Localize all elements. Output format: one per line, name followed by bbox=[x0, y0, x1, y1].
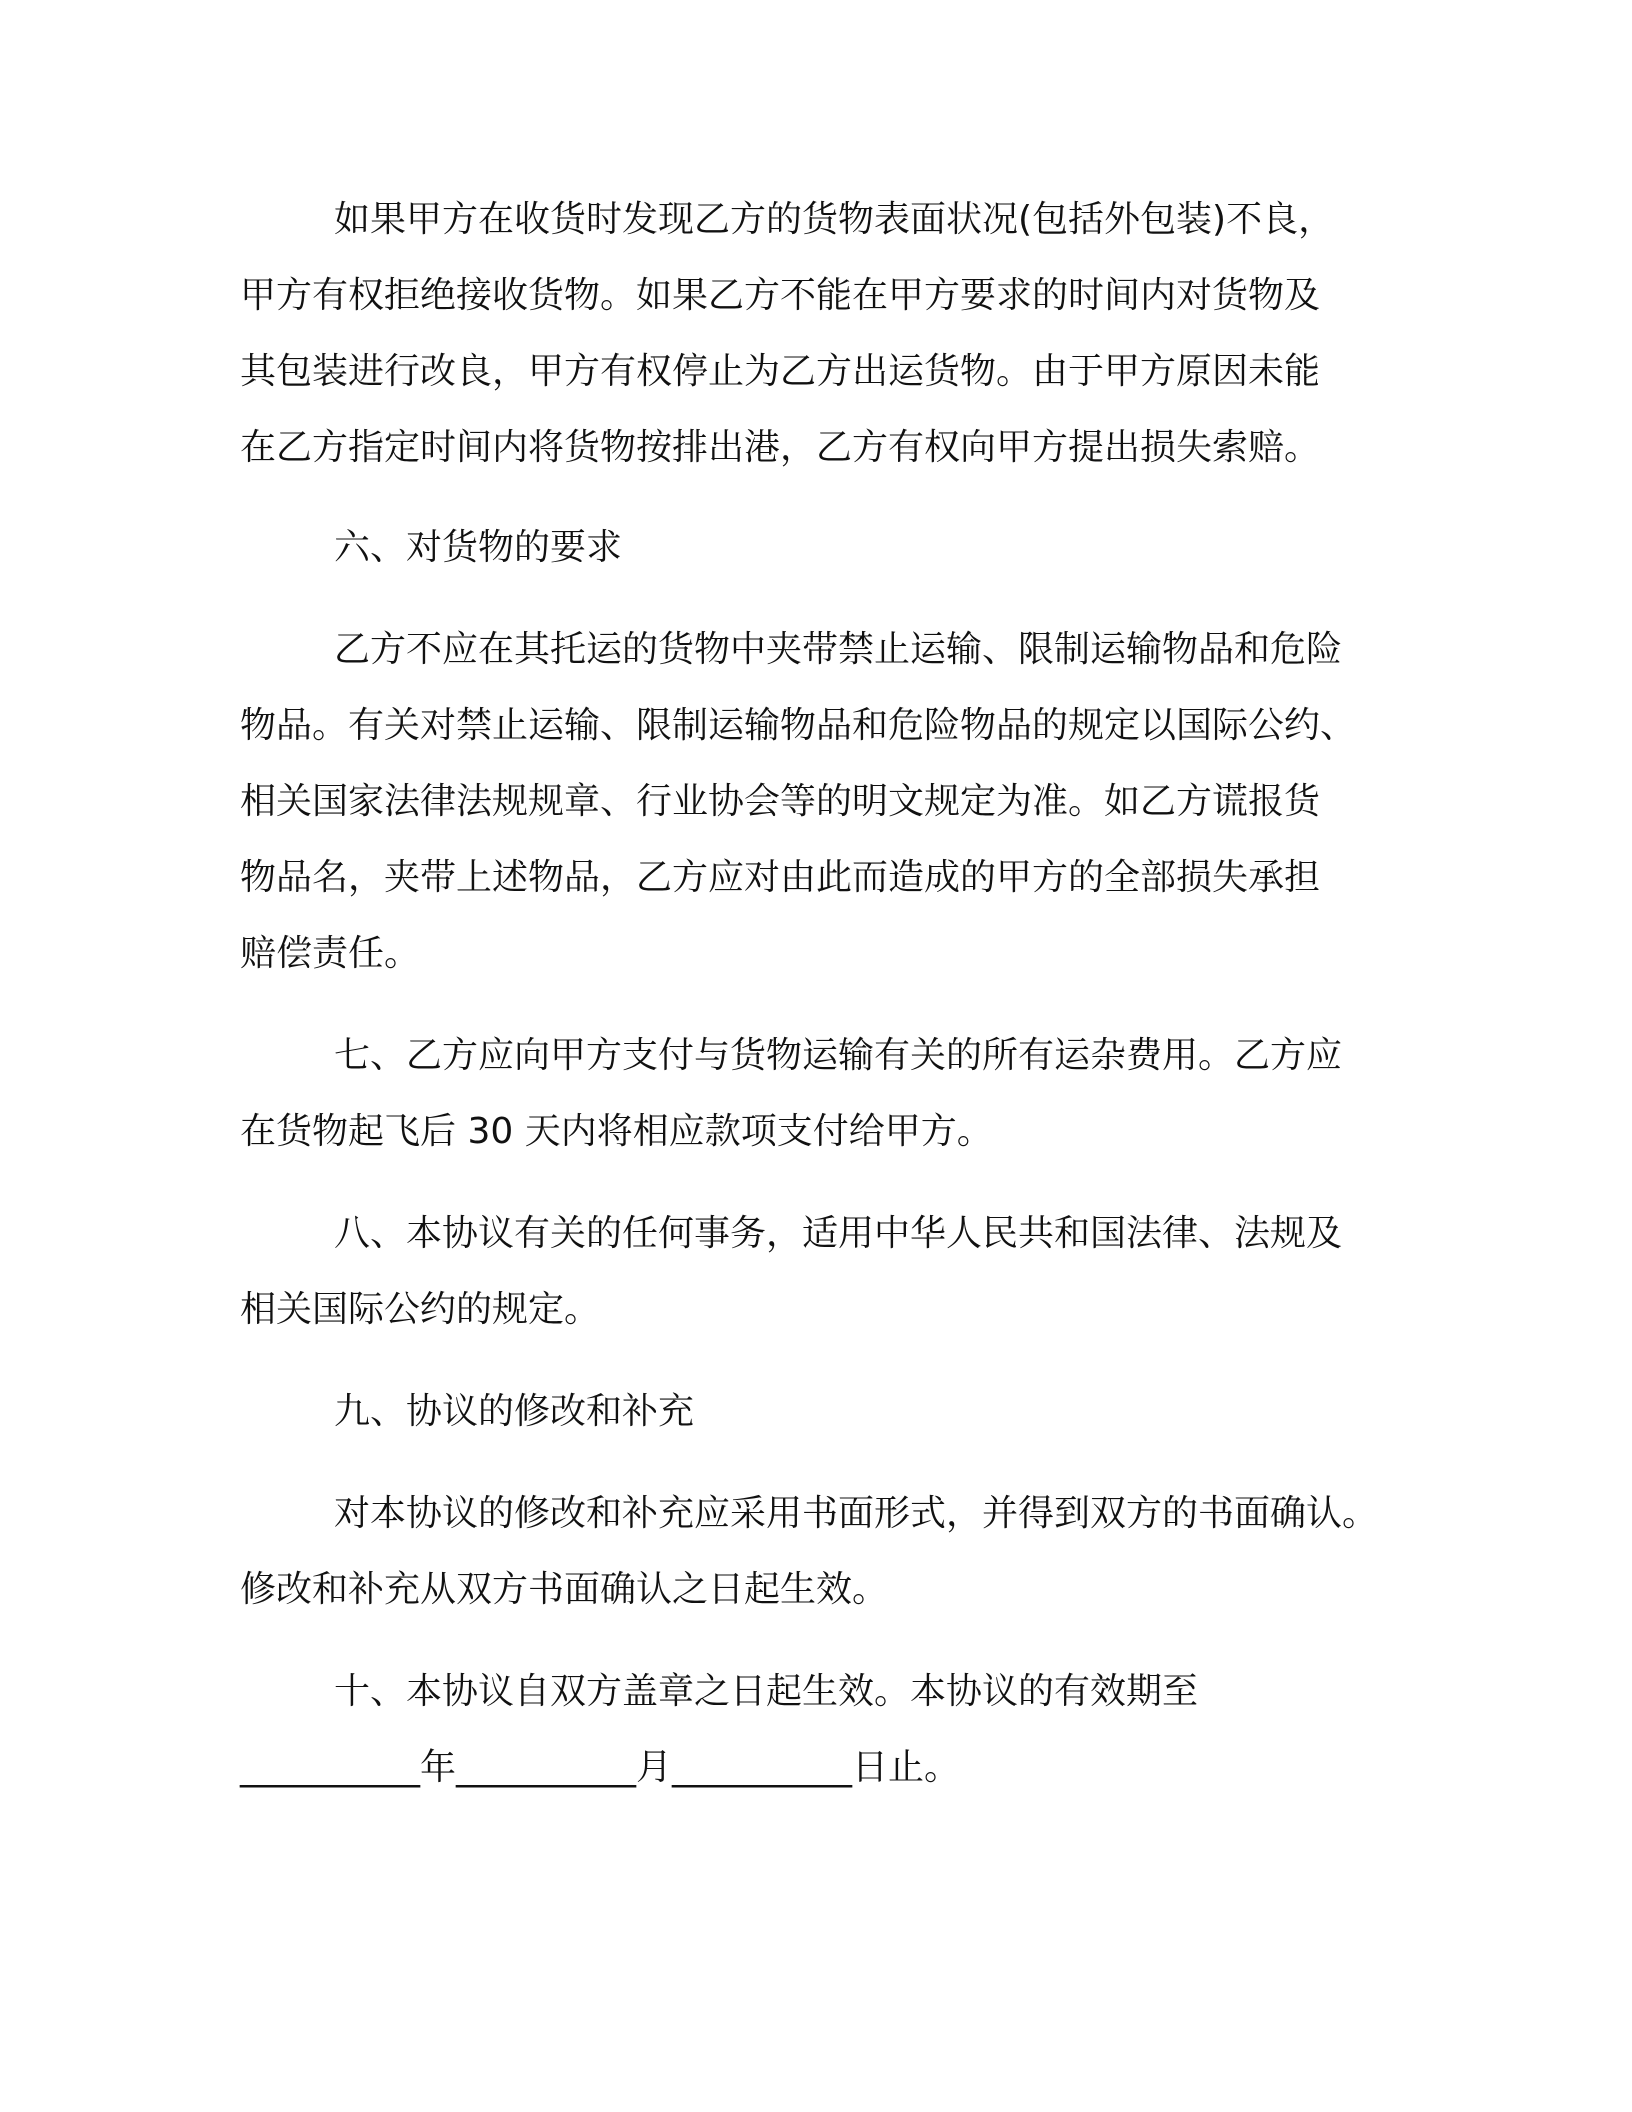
paragraph-line: 七、乙方应向甲方支付与货物运输有关的所有运杂费用。乙方应 bbox=[334, 1035, 1343, 1076]
paragraph-line: 修改和补充从双方书面确认之日起生效。 bbox=[240, 1569, 889, 1610]
paragraph-line: 相关国家法律法规规章、行业协会等的明文规定为准。如乙方谎报货 bbox=[240, 781, 1321, 822]
paragraph-line: 赔偿责任。 bbox=[240, 933, 421, 974]
paragraph-line: 相关国际公约的规定。 bbox=[240, 1289, 601, 1330]
paragraph-line: 物品名，夹带上述物品，乙方应对由此而造成的甲方的全部损失承担 bbox=[240, 857, 1321, 898]
paragraph-line: 乙方不应在其托运的货物中夹带禁止运输、限制运输物品和危险 bbox=[334, 629, 1343, 670]
paragraph-line: 甲方有权拒绝接收货物。如果乙方不能在甲方要求的时间内对货物及 bbox=[240, 275, 1321, 316]
section-heading: 九、协议的修改和补充 bbox=[334, 1391, 695, 1432]
paragraph-line: 八、本协议有关的任何事务，适用中华人民共和国法律、法规及 bbox=[334, 1213, 1343, 1254]
paragraph-line: 其包装进行改良，甲方有权停止为乙方出运货物。由于甲方原因未能 bbox=[240, 351, 1321, 392]
paragraph-line: 物品。有关对禁止运输、限制运输物品和危险物品的规定以国际公约、 bbox=[240, 705, 1357, 746]
paragraph-line: 在乙方指定时间内将货物按排出港，乙方有权向甲方提出损失索赔。 bbox=[240, 427, 1321, 468]
paragraph-line: 在货物起飞后 30 天内将相应款项支付给甲方。 bbox=[240, 1111, 993, 1152]
section-heading: 六、对货物的要求 bbox=[334, 527, 623, 568]
paragraph-line: 如果甲方在收货时发现乙方的货物表面状况(包括外包装)不良， bbox=[334, 199, 1335, 240]
date-blank-line: __________年__________月__________日止。 bbox=[240, 1747, 961, 1788]
paragraph-line: 十、本协议自双方盖章之日起生效。本协议的有效期至 bbox=[334, 1671, 1199, 1712]
paragraph-line: 对本协议的修改和补充应采用书面形式，并得到双方的书面确认。 bbox=[334, 1493, 1379, 1534]
